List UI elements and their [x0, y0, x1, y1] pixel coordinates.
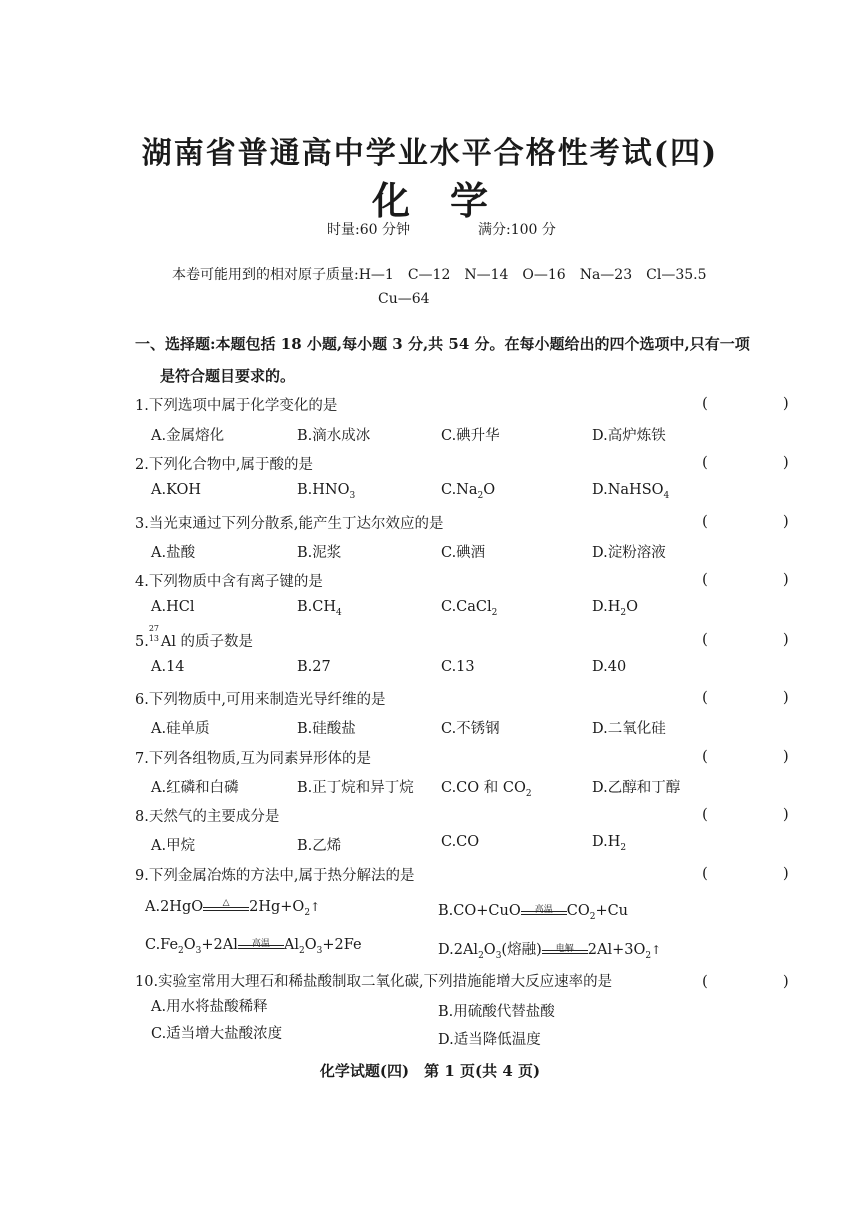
q3-option-c: C.碘酒 [441, 545, 486, 561]
q9-option-c: $C.Fe_2O_3+2Al$ 高温 $Al_2O_3+2Fe$ [145, 937, 362, 956]
subject-title: 化学 [371, 178, 528, 223]
question-10-stem: 10.实验室常用大理石和稀盐酸制取二氧化碳,下列措施能增大反应速率的是 [135, 974, 613, 990]
reaction-arrow: △ [203, 910, 249, 911]
q4-option-d: $D.H_2O$ [592, 599, 638, 618]
answer-blank-8[interactable]: ( ) [702, 805, 819, 823]
answer-blank-2[interactable]: ( ) [702, 453, 819, 471]
q10-option-b: B.用硫酸代替盐酸 [438, 1004, 555, 1020]
q4-option-b: $B.CH_4$ [297, 599, 342, 618]
q2-option-b: $B.HNO_3$ [297, 482, 356, 501]
question-7-stem: 7.下列各组物质,互为同素异形体的是 [135, 751, 371, 767]
q7-option-a: A.红磷和白磷 [151, 780, 239, 796]
answer-blank-6[interactable]: ( ) [702, 688, 819, 706]
q6-option-d: D.二氧化硅 [592, 721, 666, 737]
question-8-stem: 8.天然气的主要成分是 [135, 809, 280, 825]
q10-option-c: C.适当增大盐酸浓度 [151, 1026, 283, 1042]
q3-option-a: A.盐酸 [151, 545, 196, 561]
q8-option-a: A.甲烷 [151, 838, 196, 854]
gas-arrow-icon: ↑ [651, 943, 662, 957]
q1-option-a: A.金属熔化 [151, 428, 225, 444]
q5-option-c: C.13 [441, 659, 475, 675]
q4-option-a: A.HCl [151, 599, 195, 615]
section-heading: 一、选择题:本题包括 18 小题,每小题 3 分,共 54 分。在每小题给出的四个选项中,只有一项 [135, 335, 750, 353]
q5-option-b: B.27 [297, 659, 331, 675]
q10-option-d: D.适当降低温度 [438, 1032, 541, 1048]
q8-option-d: $D.H_2$ [592, 834, 627, 853]
q2-option-c: $C.Na_2O$ [441, 482, 496, 501]
atomic-masses-line1: 本卷可能用到的相对原子质量:H—1 C—12 N—14 O—16 Na—23 Cl—35.5 [172, 267, 707, 283]
exam-title: 湖南省普通高中学业水平合格性考试(四) [141, 136, 719, 171]
q5-option-d: D.40 [592, 659, 627, 675]
q7-option-b: B.正丁烷和异丁烷 [297, 780, 414, 796]
question-5-stem: 5. 27 13 Al 的质子数是 [135, 624, 254, 650]
answer-blank-5[interactable]: ( ) [702, 630, 819, 648]
answer-blank-1[interactable]: ( ) [702, 394, 819, 412]
full-score: 满分:100 分 [478, 222, 556, 238]
answer-blank-3[interactable]: ( ) [702, 512, 819, 530]
question-4-stem: 4.下列物质中含有离子键的是 [135, 574, 323, 590]
nuclide-notation: 27 13 [148, 624, 160, 643]
atomic-masses-line2: Cu—64 [378, 291, 430, 307]
time-limit: 时量:60 分钟 [327, 222, 410, 238]
answer-blank-4[interactable]: ( ) [702, 570, 819, 588]
section-heading-cont: 是符合题目要求的。 [160, 367, 296, 385]
answer-blank-10[interactable]: ( ) [702, 972, 819, 990]
q3-option-d: D.淀粉溶液 [592, 545, 666, 561]
q7-option-c: C.CO 和 $CO_2$ [441, 780, 532, 799]
q9-option-b: B.CO+CuO 高温 $CO_2+Cu$ [438, 903, 629, 922]
q5-option-a: A.14 [151, 659, 185, 675]
q9-option-d: $D.2Al_2O_3$(熔融) 电解 $2Al+3O_2↑$ [438, 942, 662, 961]
question-1-stem: 1.下列选项中属于化学变化的是 [135, 398, 338, 414]
question-3-stem: 3.当光束通过下列分散系,能产生丁达尔效应的是 [135, 516, 444, 532]
q1-option-b: B.滴水成冰 [297, 428, 371, 444]
q7-option-d: D.乙醇和丁醇 [592, 780, 681, 796]
q2-option-a: A.KOH [151, 482, 202, 498]
question-9-stem: 9.下列金属冶炼的方法中,属于热分解法的是 [135, 868, 415, 884]
page-footer: 化学试题(四) 第 1 页(共 4 页) [319, 1062, 541, 1080]
q6-option-b: B.硅酸盐 [297, 721, 356, 737]
q1-option-d: D.高炉炼铁 [592, 428, 666, 444]
q3-option-b: B.泥浆 [297, 545, 342, 561]
q8-option-b: B.乙烯 [297, 838, 342, 854]
q6-option-a: A.硅单质 [151, 721, 210, 737]
q2-option-d: D.NaHSO$_4$ [592, 482, 670, 501]
question-6-stem: 6.下列物质中,可用来制造光导纤维的是 [135, 692, 386, 708]
q8-option-c: C.CO [441, 834, 480, 850]
q9-option-a: A.2HgO △ $2Hg+O_2↑$ [145, 898, 321, 918]
answer-blank-9[interactable]: ( ) [702, 864, 819, 882]
q6-option-c: C.不锈钢 [441, 721, 500, 737]
answer-blank-7[interactable]: ( ) [702, 747, 819, 765]
q4-option-c: C.CaCl$_2$ [441, 599, 498, 618]
question-2-stem: 2.下列化合物中,属于酸的是 [135, 457, 313, 473]
q1-option-c: C.碘升华 [441, 428, 500, 444]
q10-option-a: A.用水将盐酸稀释 [151, 999, 268, 1015]
reaction-arrow: 电解 [542, 953, 588, 954]
reaction-arrow: 高温 [238, 948, 284, 949]
gas-arrow-icon: ↑ [310, 900, 321, 914]
reaction-arrow: 高温 [521, 914, 567, 915]
